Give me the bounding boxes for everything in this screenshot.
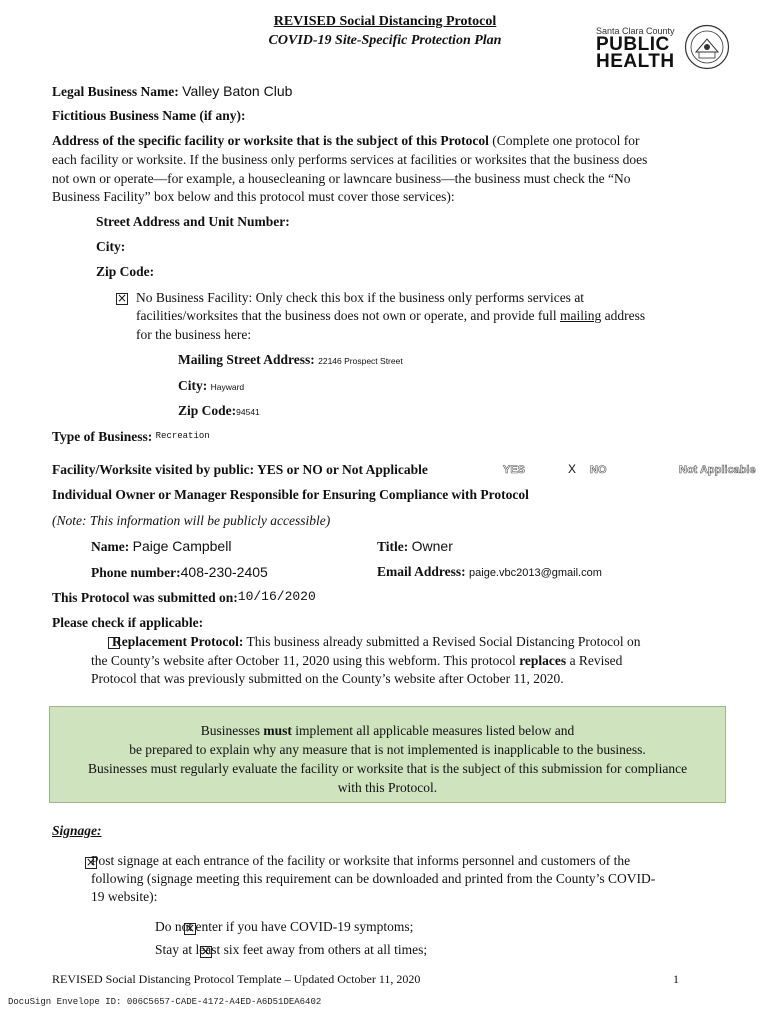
mailing-underlined: mailing bbox=[560, 308, 602, 323]
submitted-on-value[interactable]: 10/16/2020 bbox=[237, 589, 316, 604]
replacement-protocol-label: Replacement Protocol: bbox=[112, 634, 244, 649]
compliance-notice-box bbox=[49, 706, 726, 803]
zip-code-label: Zip Code: bbox=[96, 264, 155, 279]
owner-note: (Note: This information will be publicly accessible) bbox=[52, 513, 331, 528]
no-facility-text-3: for the business here: bbox=[136, 327, 252, 342]
owner-email-label: Email Address: bbox=[377, 564, 466, 579]
signage-text-2: following (signage meeting this requirement can be downloaded and printed from the County’s COVID- bbox=[91, 871, 656, 886]
notice-line-1: Businesses must implement all applicable measures listed below and bbox=[200, 723, 575, 738]
owner-title-value[interactable]: Owner bbox=[411, 538, 453, 554]
mailing-zip-value[interactable]: 94541 bbox=[236, 407, 260, 417]
no-facility-text-2-end: address bbox=[601, 308, 646, 323]
owner-name-label: Name: bbox=[91, 539, 130, 554]
notice-line-2: be prepared to explain why any measure that is not implemented is inapplicable to the business. bbox=[129, 742, 646, 757]
public-health-logo: Santa Clara County PUBLIC HEALTH bbox=[596, 26, 675, 72]
visited-no-option[interactable]: NO bbox=[590, 464, 607, 476]
owner-name-value[interactable]: Paige Campbell bbox=[132, 538, 232, 554]
legal-business-name-value[interactable]: Valley Baton Club bbox=[182, 83, 293, 99]
owner-heading: Individual Owner or Manager Responsible for Ensuring Compliance with Protocol bbox=[52, 487, 529, 502]
no-facility-text-2: facilities/worksites that the business does not own or operate, and provide full bbox=[136, 308, 561, 323]
no-business-facility-checkbox[interactable] bbox=[116, 293, 128, 305]
document-subtitle: COVID-19 Site-Specific Protection Plan bbox=[268, 33, 502, 48]
signage-distance-text: Stay at least six feet away from others at all times; bbox=[155, 942, 428, 957]
footer-template-note: REVISED Social Distancing Protocol Template – Updated October 11, 2020 bbox=[52, 972, 421, 986]
signage-text-3: 19 website): bbox=[91, 889, 158, 904]
address-note-line-2: each facility or worksite. If the business only performs services at facilities or worksites that the business does bbox=[52, 152, 648, 167]
owner-phone-label: Phone number: bbox=[91, 565, 181, 580]
county-seal-icon bbox=[684, 24, 730, 70]
page-number: 1 bbox=[673, 972, 679, 986]
address-heading: Address of the specific facility or worksite that is the subject of this Protocol bbox=[52, 133, 489, 148]
mailing-city-label: City: bbox=[178, 378, 208, 393]
visited-yes-option[interactable]: YES bbox=[503, 464, 526, 476]
signage-symptoms-text: Do not enter if you have COVID-19 symptoms; bbox=[155, 919, 414, 934]
replacement-text-2-bold: replaces bbox=[519, 653, 567, 668]
no-facility-text-1: No Business Facility: Only check this box if the business only performs services at bbox=[136, 290, 585, 305]
replacement-text-2: the County’s website after October 11, 2020 using this webform. This protocol bbox=[91, 653, 520, 668]
submitted-on-label: This Protocol was submitted on: bbox=[52, 590, 238, 605]
check-if-applicable-heading: Please check if applicable: bbox=[52, 615, 204, 630]
address-note-line-4: Business Facility” box below and this protocol must cover those services): bbox=[52, 189, 455, 204]
type-of-business-label: Type of Business: bbox=[52, 429, 153, 444]
fictitious-business-name-label: Fictitious Business Name (if any): bbox=[52, 108, 246, 123]
mailing-city-value[interactable]: Hayward bbox=[210, 382, 245, 392]
owner-phone-value[interactable]: 408-230-2405 bbox=[180, 564, 268, 580]
street-address-label: Street Address and Unit Number: bbox=[96, 214, 290, 229]
type-of-business-value[interactable]: Recreation bbox=[155, 431, 210, 441]
legal-business-name-label: Legal Business Name: bbox=[52, 84, 179, 99]
owner-title-label: Title: bbox=[377, 539, 409, 554]
signage-text-1: Post signage at each entrance of the facility or worksite that informs personnel and customers of the bbox=[91, 853, 631, 868]
mailing-street-value[interactable]: 22146 Prospect Street bbox=[318, 356, 403, 366]
signage-heading: Signage: bbox=[52, 823, 102, 838]
docusign-envelope-id: DocuSign Envelope ID: 006C5657-CADE-4172-A4ED-A6D51DEA6402 bbox=[8, 997, 322, 1007]
visited-by-public-label: Facility/Worksite visited by public: YES or NO or Not Applicable bbox=[52, 462, 428, 477]
visited-selection-mark: X bbox=[568, 462, 577, 476]
notice-line-3: Businesses must regularly evaluate the facility or worksite that is the subject of this submission for compliance bbox=[87, 761, 688, 776]
address-note-line-1: (Complete one protocol for bbox=[488, 133, 640, 148]
replacement-text-2-end: a Revised bbox=[566, 653, 623, 668]
mailing-zip-label: Zip Code: bbox=[178, 403, 237, 418]
replacement-text-3: Protocol that was previously submitted on the County’s website after October 11, 2020. bbox=[91, 671, 564, 686]
mailing-street-label: Mailing Street Address: bbox=[178, 352, 315, 367]
visited-na-option[interactable]: Not Applicable bbox=[679, 464, 756, 476]
owner-email-value[interactable]: paige.vbc2013@gmail.com bbox=[469, 567, 602, 579]
city-label: City: bbox=[96, 239, 126, 254]
replacement-text-1: This business already submitted a Revised Social Distancing Protocol on bbox=[243, 634, 641, 649]
address-note-line-3: not own or operate—for example, a housecleaning or lawncare business—the business must check the “No bbox=[52, 171, 631, 186]
notice-line-4: with this Protocol. bbox=[337, 780, 438, 795]
document-title: REVISED Social Distancing Protocol bbox=[273, 14, 497, 29]
